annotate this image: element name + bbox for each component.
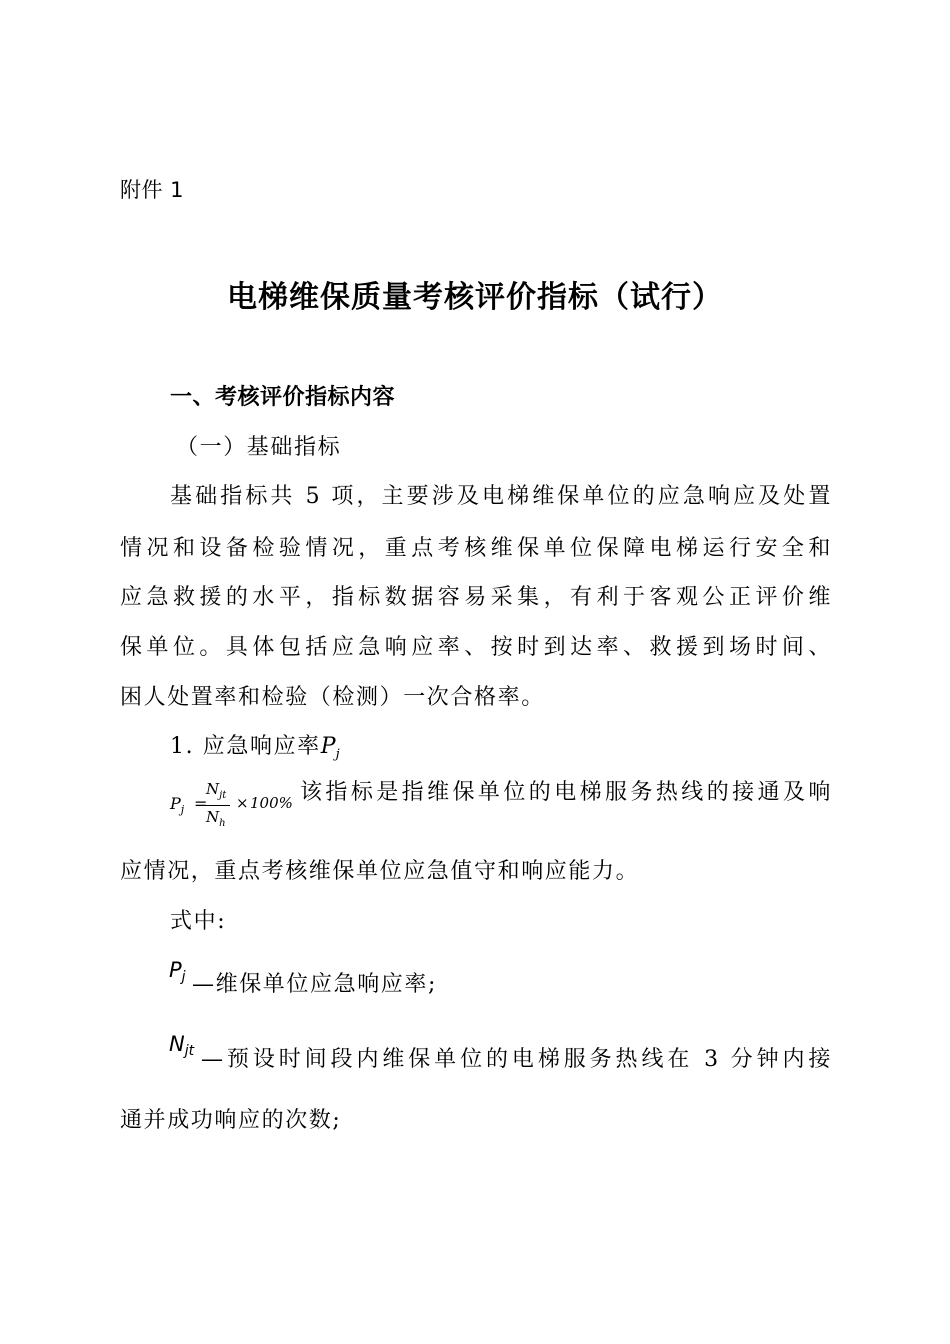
paragraph-line: 情况和设备检验情况，重点考核维保单位保障电梯运行安全和 [120, 536, 832, 561]
definition-text: —预设时间段内维保单位的电梯服务热线在 3 分钟内接 [201, 1047, 832, 1072]
formula-lhs: $P_j$ [170, 794, 185, 816]
response-rate-formula [168, 780, 300, 832]
paragraph-line: 保单位。具体包括应急响应率、按时到达率、救援到场时间、 [120, 635, 832, 660]
formula-percent: 100% [250, 794, 293, 812]
formula-times: × [236, 794, 249, 812]
annex-label: 附件 1 [120, 178, 185, 202]
definition-text: 通并成功响应的次数; [120, 1108, 342, 1133]
formula-numerator: $N_{jt}$ [206, 780, 227, 801]
formula-denominator: $N_h$ [206, 808, 226, 829]
indicator-symbol: $P_j$ [320, 734, 340, 762]
formula-equals: = [194, 794, 208, 813]
section-heading: 一、考核评价指标内容 [170, 385, 396, 410]
indicator-heading [170, 733, 340, 769]
paragraph-line: 困人处置率和检验（检测）一次合格率。 [120, 685, 545, 710]
definition-text: —维保单位应急响应率; [192, 972, 438, 997]
paragraph-line: 应急救援的水平，指标数据容易采集，有利于客观公正评价维 [120, 585, 832, 610]
definition-symbol: Pj [169, 958, 186, 985]
indicator-label: 1. 应急响应率 [170, 734, 321, 759]
indicator-description: 应情况，重点考核维保单位应急值守和响应能力。 [120, 859, 640, 884]
fraction-bar [204, 805, 230, 806]
where-label: 式中: [170, 909, 227, 934]
subsection-heading: （一）基础指标 [176, 435, 342, 460]
document-title: 电梯维保质量考核评价指标（试行） [227, 280, 723, 315]
paragraph-line: 基础指标共 5 项，主要涉及电梯维保单位的应急响应及处置 [170, 484, 832, 509]
indicator-description: 该指标是指维保单位的电梯服务热线的接通及响 [300, 780, 832, 805]
definition-symbol: Njt [169, 1032, 195, 1059]
